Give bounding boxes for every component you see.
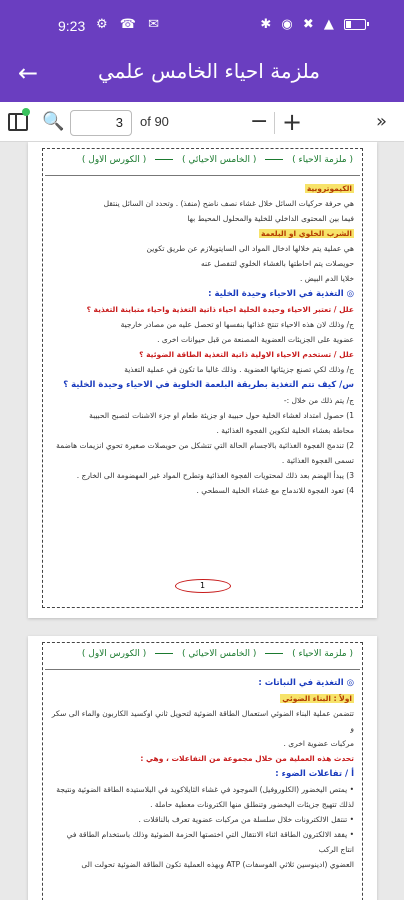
notification-dot xyxy=(22,108,30,116)
pdf-page xyxy=(28,142,377,618)
paragraph-text: ج/ وذلك لكي تصنع جزيئاتها العضوية . وذلك غالبا ما تكون في عملية التغذية xyxy=(124,365,354,374)
header-divider xyxy=(155,653,173,654)
paragraph-text: 2) تندمج الفجوة الغذائية بالاجسام الحالة التي تتشكل من حويصلات صغيرة تحوي انزيمات هاضمة xyxy=(56,441,354,450)
text-line xyxy=(51,453,354,468)
battery-fill xyxy=(346,21,351,28)
header-subject: ( ملزمة الاحياء ) xyxy=(292,649,353,659)
paragraph-text: خلايا الدم البيض . xyxy=(299,274,354,283)
header-course: ( الكورس الاول ) xyxy=(81,155,147,165)
page-body xyxy=(51,181,354,498)
header-divider xyxy=(155,159,173,160)
paragraph-text: فيما بين المحتوى الداخلي للخلية والمحلول المحيط بها xyxy=(187,214,354,223)
header-divider xyxy=(265,159,283,160)
page-body xyxy=(51,675,354,872)
text-line xyxy=(51,812,354,827)
page-frame xyxy=(42,642,363,900)
page-frame xyxy=(42,148,363,608)
text-line xyxy=(51,393,354,408)
page-number: 1 xyxy=(175,579,231,593)
page-header xyxy=(49,649,356,665)
text-line xyxy=(51,181,354,196)
heading-text: الشرب الخلوي او البلعمة xyxy=(260,229,352,238)
text-line xyxy=(51,196,354,211)
heading-text: تحدث هذه العملية من خلال مجموعة من التفاعلات ، وهي : xyxy=(140,754,354,763)
paragraph-text: 1) حصول امتداد لغشاء الخلية حول حبيبة او جزيئة طعام او جزء الاشنات لتصبح الحبيبة xyxy=(89,411,354,420)
notification-icons: ⚙ ☎ ✉ xyxy=(96,17,164,32)
text-line xyxy=(51,226,354,241)
paragraph-text: 4) تعود الفجوة للاندماج مع غشاء الخلية السطحي . xyxy=(196,486,354,495)
text-line xyxy=(51,691,354,706)
header-rule xyxy=(45,669,360,670)
paragraph-text: هي حرفة حركيات السائل خلال غشاء نصف ناضح (منفذ) . وتحدد ان السائل ينتقل xyxy=(103,199,354,208)
heading-text: الكيموتروبية xyxy=(306,184,352,193)
header-course: ( الكورس الاول ) xyxy=(81,649,147,659)
heading-text: علل / تعتبر الاحياء وحيدة الخلية احياء ذاتية التغذية واحياء متباينة التغذية ؟ xyxy=(86,305,354,314)
back-arrow-icon[interactable]: ← xyxy=(18,59,39,87)
heading-text: أ / تفاعلات الضوء : xyxy=(275,769,354,779)
text-line xyxy=(51,468,354,483)
text-line xyxy=(51,483,354,498)
text-line xyxy=(51,332,354,347)
text-line xyxy=(51,736,354,751)
paragraph-text: ج/ يتم ذلك من خلال :- xyxy=(283,396,354,405)
paragraph-text: مركبات عضوية اخرى . xyxy=(283,739,354,748)
header-subject: ( ملزمة الاحياء ) xyxy=(292,155,353,165)
page-number-input[interactable]: 3 xyxy=(70,110,132,136)
zoom-in-icon[interactable]: + xyxy=(282,108,303,136)
paragraph-text: • يفقد الالكترون الطاقة اثناء الانتقال التي اختصتها الحزمة الضوئية وذلك باستخدام الطاقة في انتاج الركب xyxy=(66,830,354,854)
text-line xyxy=(51,286,354,302)
paragraph-text: • يمتص اليخضور (الكلوروفيل) الموجود في غشاء الثايلاكويد في البلاستيدة الطاقة الضوئية ونتيجة xyxy=(56,785,354,794)
text-line xyxy=(51,766,354,782)
text-line xyxy=(51,782,354,797)
zoom-out-icon[interactable]: − xyxy=(250,109,269,134)
text-line xyxy=(51,302,354,317)
paragraph-text: العضوي (ادينوسين ثلاثي الفوسفات) ATP وبهذه العملية تكون الطاقة الضوئية تحولت الى xyxy=(81,860,354,869)
paragraph-text: حويصلات يتم احاطتها بالغشاء الخلوي لتنفصل عنه xyxy=(200,259,354,268)
system-status-icons: ✱ ◉ ✖ ▲ xyxy=(260,17,337,32)
app-bar xyxy=(0,46,404,102)
paragraph-text: تتضمن عملية البناء الضوئي استعمال الطاقة الضوئية لتحويل ثاني اوكسيد الكاربون والماء الى سكر و xyxy=(51,709,354,733)
text-line xyxy=(51,675,354,691)
heading-text: اولاً : البناء الضوئي xyxy=(282,694,352,703)
paragraph-text: محاطة بغشاء الخلية لتكوين الفجوة الغذائية . xyxy=(216,426,354,435)
page-total: of 90 xyxy=(140,114,169,129)
header-grade: ( الخامس الاحيائي ) xyxy=(181,649,257,659)
text-line xyxy=(51,827,354,857)
paragraph-text: 3) يبدأ الهضم بعد ذلك لمحتويات الفجوة الغذائية وتطرح المواد غير المهضومة الى الخارج . xyxy=(76,471,354,480)
text-line xyxy=(51,271,354,286)
paragraph-text: ج/ وذلك لان هذه الاحياء تنتج غذائها بنفسها او تحصل عليه من مصادر خارجية xyxy=(120,320,354,329)
text-line xyxy=(51,857,354,872)
text-line xyxy=(51,241,354,256)
text-line xyxy=(51,317,354,332)
heading-text: علل / تستخدم الاحياء الاولية ذاتية التغذية الطاقة الضوئية ؟ xyxy=(139,350,354,359)
text-line xyxy=(51,706,354,736)
paragraph-text: تسمى الفجوة الغذائية . xyxy=(281,456,354,465)
battery-icon xyxy=(344,19,366,30)
text-line xyxy=(51,423,354,438)
system-icons xyxy=(260,17,366,32)
page-header xyxy=(49,155,356,171)
heading-text: س/ كيف تتم التغذية بطريقة البلعمة الخلوية في الاحياء وحيدة الخلية ؟ xyxy=(63,380,354,390)
app-title: ملزمة احياء الخامس علمي xyxy=(98,59,320,83)
text-line xyxy=(51,751,354,766)
text-line xyxy=(51,211,354,226)
document-viewer[interactable] xyxy=(0,142,404,900)
text-line xyxy=(51,362,354,377)
text-line xyxy=(51,377,354,393)
paragraph-text: • تنتقل الالكترونات خلال سلسلة من مركبات عضوية تعرف بالناقلات . xyxy=(138,815,354,824)
header-rule xyxy=(45,175,360,176)
paragraph-text: هي عملية يتم خلالها ادخال المواد الى السايتوبلازم عن طريق تكوين xyxy=(146,244,354,253)
pdf-toolbar xyxy=(0,102,404,142)
text-line xyxy=(51,438,354,453)
text-line xyxy=(51,408,354,423)
heading-text: ◎ التغذية في النباتات : xyxy=(258,678,354,688)
more-options-icon[interactable]: » xyxy=(376,111,388,132)
paragraph-text: لذلك تتهيج جزيئات اليخضور وتنطلق منها الكترونات معطية حاملة . xyxy=(150,800,354,809)
text-line xyxy=(51,256,354,271)
paragraph-text: عضوية على الجزيئات العضوية المصنعة من قبل حيوانات اخرى . xyxy=(157,335,354,344)
search-icon[interactable]: 🔍 xyxy=(42,111,65,132)
text-line xyxy=(51,347,354,362)
header-grade: ( الخامس الاحيائي ) xyxy=(181,155,257,165)
text-line xyxy=(51,797,354,812)
toolbar-divider xyxy=(274,112,275,134)
heading-text: ◎ التغذية في الاحياء وحيدة الخلية : xyxy=(208,289,354,299)
pdf-page xyxy=(28,636,377,900)
header-divider xyxy=(265,653,283,654)
status-time: 9:23 xyxy=(58,18,86,34)
